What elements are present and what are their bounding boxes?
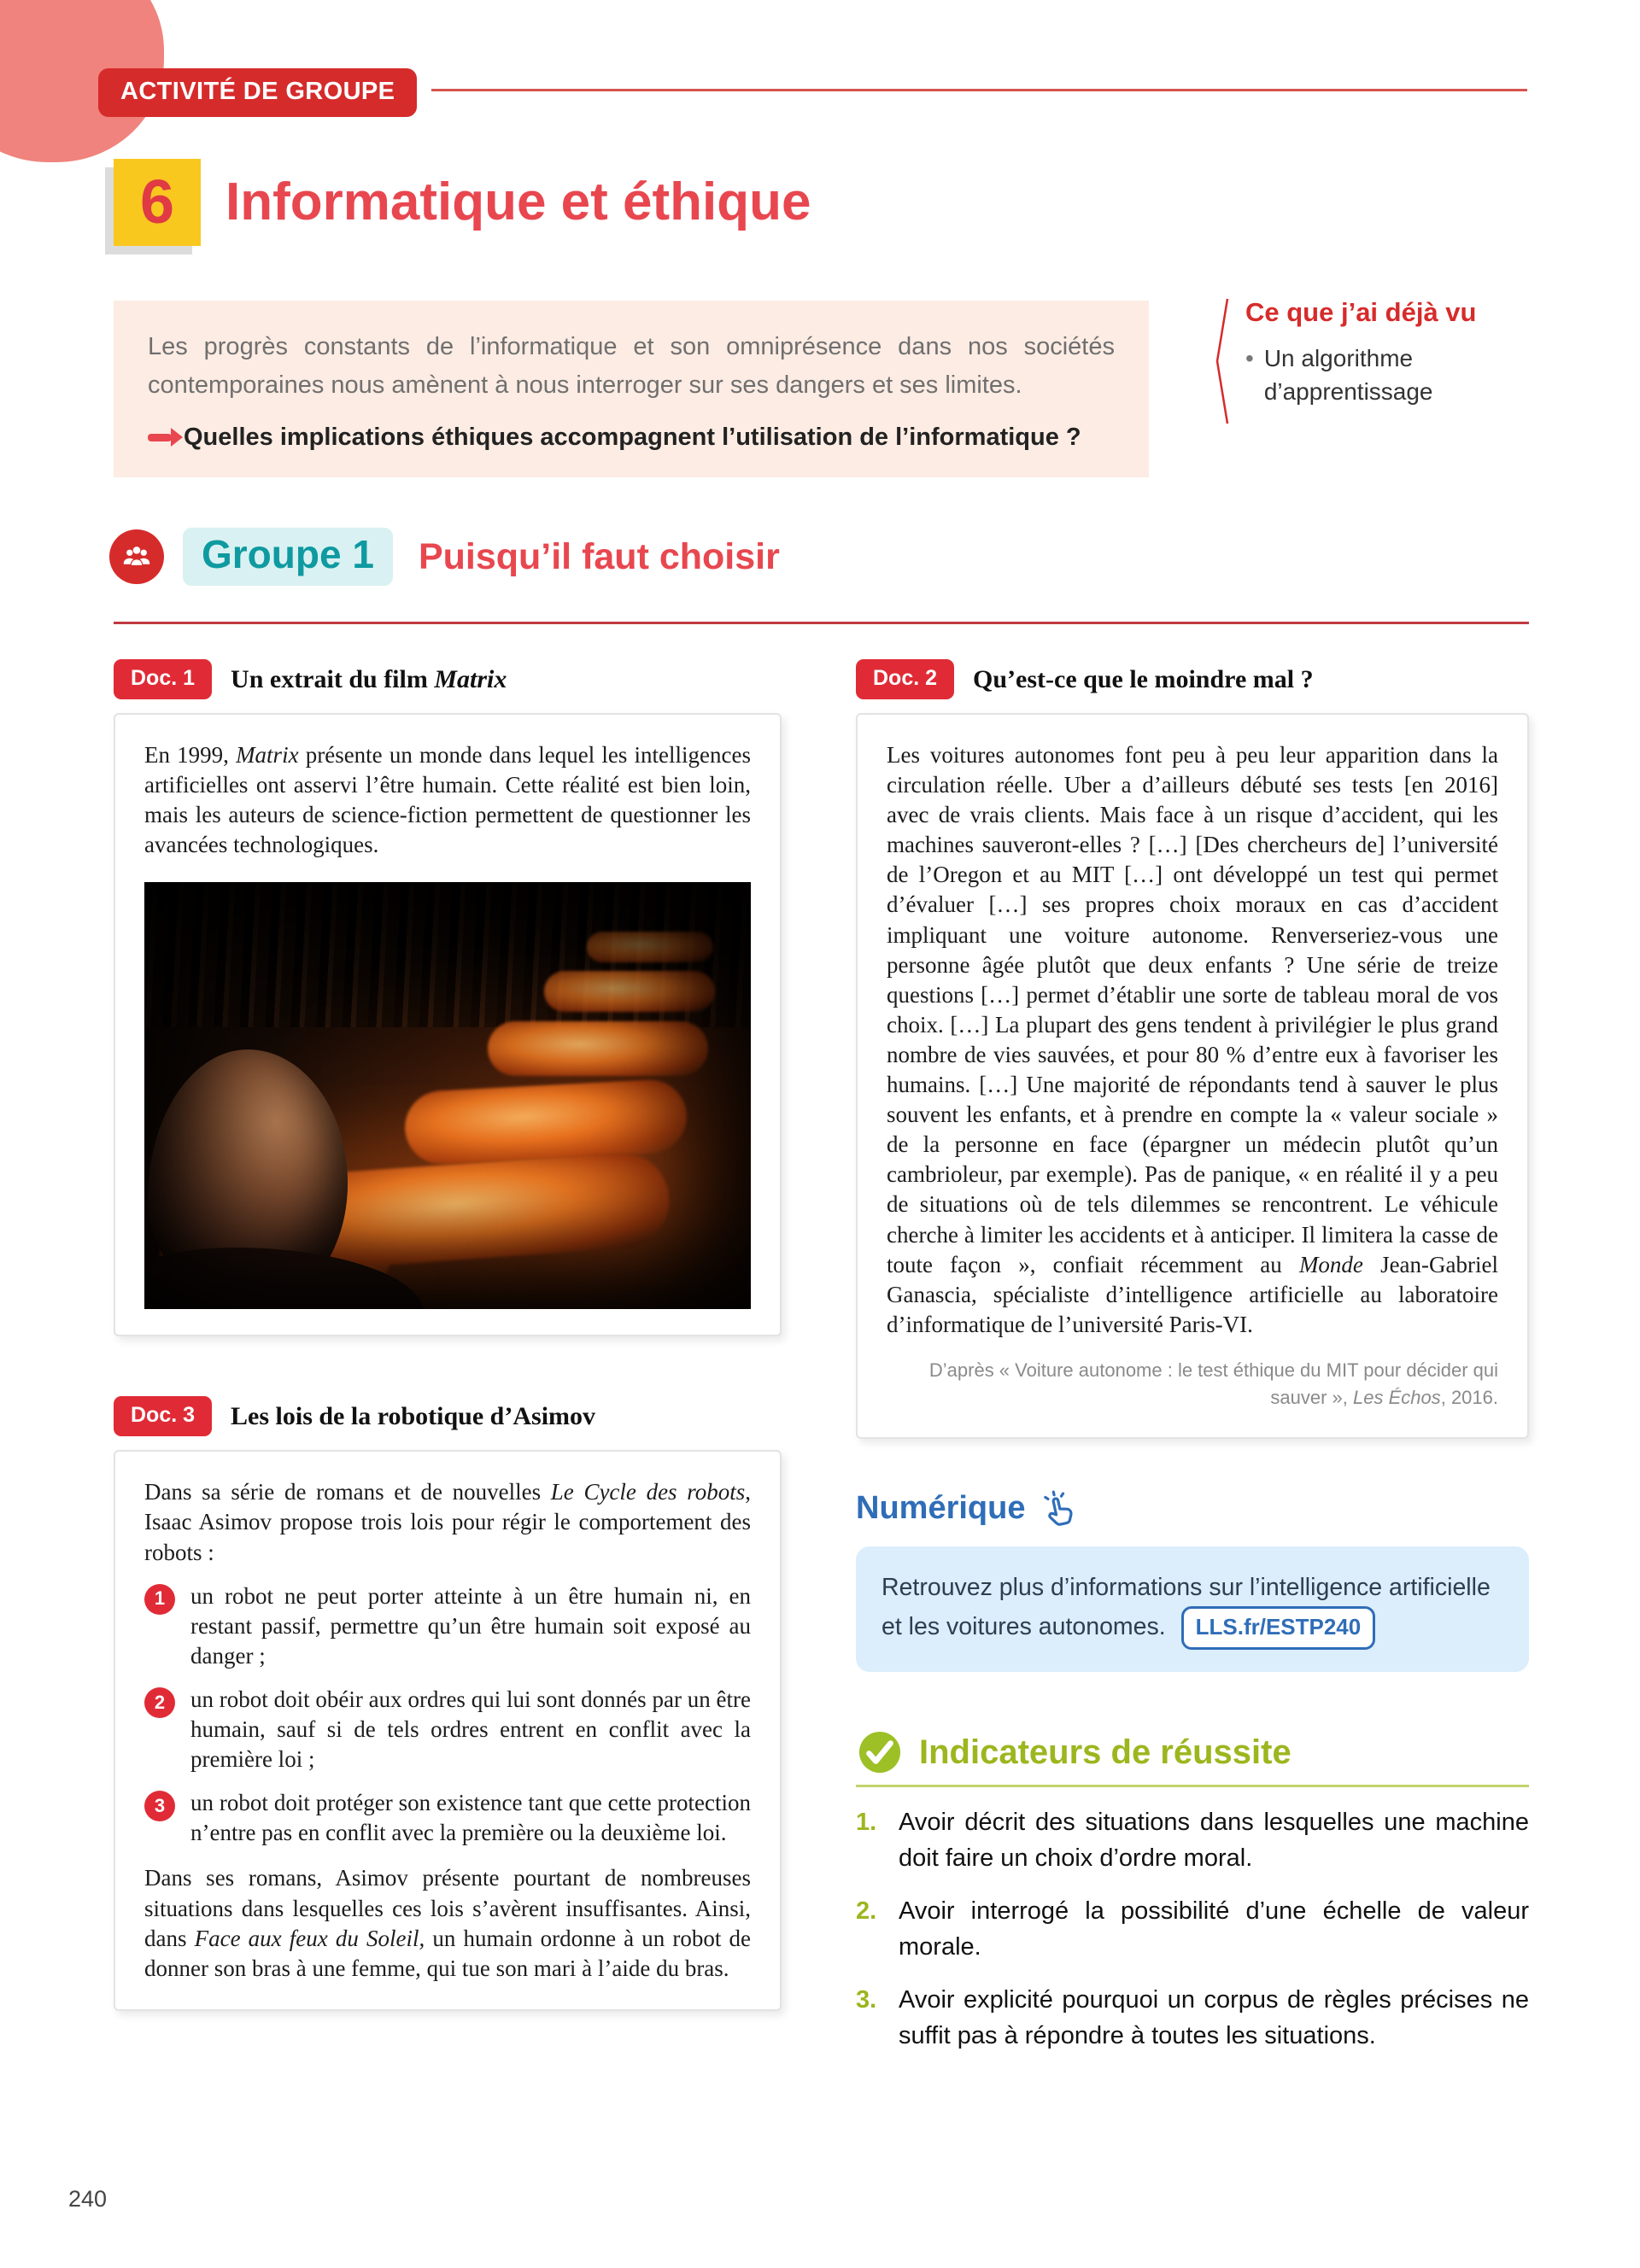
- doc1-body-part2: présente un monde dans lequel les intelligences artificielles ont asservi l’être humain. Cette réalité est bien loin, mais les auteurs de science-fiction permettent de questionner les avancées technologiques.: [144, 742, 751, 858]
- doc1-title-italic: Matrix: [434, 664, 507, 693]
- group-badge: Groupe 1: [183, 528, 393, 586]
- doc2-source-suffix: , 2016.: [1440, 1386, 1498, 1408]
- figure-vignette: [144, 882, 751, 1309]
- indicators-header: [856, 1728, 1529, 1776]
- doc3-outro-part2: un humain ordonne à un robot de donner son bras à une femme, qui tue son mari à l’aide du bras.: [144, 1925, 751, 1981]
- already-seen-panel: [1215, 297, 1532, 425]
- intro-question-row: [148, 424, 1115, 452]
- chevron-left-bracket: [1215, 297, 1230, 425]
- indicator-number: 3.: [856, 1986, 877, 2014]
- doc2-box: [856, 713, 1529, 1439]
- doc3-intro-italic: Le Cycle des robots: [550, 1479, 746, 1505]
- intro-box: [114, 301, 1149, 477]
- doc3-intro-part2: , Isaac Asimov propose trois lois pour régir le comportement des robots :: [144, 1479, 752, 1565]
- doc1-badge: Doc. 1: [114, 659, 212, 699]
- indicator-item: [856, 1982, 1529, 2054]
- doc2-body-italic: Monde: [1298, 1251, 1363, 1277]
- indicator-text: Avoir explicité pourquoi un corpus de règles précises ne suffit pas à répondre à toutes les situations.: [899, 1986, 1529, 2050]
- doc3-box: [114, 1450, 782, 2010]
- already-seen-item: [1245, 342, 1476, 408]
- doc3-title: Les lois de la robotique d’Asimov: [231, 1401, 596, 1430]
- intro-text: Les progrès constants de l’informatique et son omniprésence dans nos sociétés contemporaines nous amènent à nous interroger sur ses dangers et ses limites.: [148, 333, 1115, 399]
- doc1-header: [114, 659, 782, 699]
- group-title: Puisqu’il faut choisir: [418, 535, 780, 577]
- doc1-body-part1: En 1999,: [144, 742, 237, 768]
- left-column: [114, 659, 782, 2011]
- group-rule: [114, 622, 1529, 624]
- lls-link-button[interactable]: LLS.fr/ESTP240: [1181, 1606, 1376, 1650]
- indicators-title: Indicateurs de réussite: [919, 1733, 1292, 1771]
- doc3-outro: [144, 1863, 751, 1983]
- numerique-text: Retrouvez plus d’informations sur l’intelligence artificielle et les voitures autonomes.: [882, 1573, 1491, 1640]
- doc2-body-part1: Les voitures autonomes font peu à peu leur apparition dans la circulation réelle. Uber a d’ailleurs débuté ses tests [en 2016] avec de vrais clients. Mais face à un risque d’accident, qui les machines sauveront-elles ? […] [Des chercheurs de] l’université de l’Oregon et au MIT […] ont développé un test qui permet d’évaluer […] ses propres choix moraux en cas d’accident impliquant une voiture autonome. Renverseriez-vous une personne âgée plutôt que deux enfants ? Une série de treize questions […] permet d’établir une sorte de tableau moral de vos choix. […] La plupart des gens tendent à privilégier le plus grand nombre de vies sauvées, et pour 80 % d’entre eux à favoriser les humains. […] Une majorité de répondants tend à sauver le plus souvent les enfants, et à prendre en compte la « valeur sociale » de la personne en face (épargner un médecin plutôt qu’un cambrioleur, par exemple). Pas de panique, « en réalité il y a peu de situations où de tels dilemmes se rencontrent. Le véhicule cherche à limiter les accidents et à anticiper. Il limitera la casse de toute façon », confiait récemment au: [887, 742, 1498, 1277]
- indicator-text: Avoir décrit des situations dans lesquelles une machine doit faire un choix d’ordre moral.: [899, 1809, 1529, 1873]
- doc3-outro-italic: Face aux feux du Soleil,: [194, 1925, 425, 1951]
- law-item: [144, 1788, 751, 1848]
- doc3-header: [114, 1396, 782, 1436]
- doc3-badge: Doc. 3: [114, 1396, 212, 1436]
- doc2-title: Qu’est-ce que le moindre mal ?: [973, 664, 1314, 693]
- group-people-icon: [109, 529, 164, 584]
- law-text: un robot ne peut porter atteinte à un être humain ni, en restant passif, permettre qu’un être humain soit exposé au danger ;: [190, 1582, 751, 1669]
- law-number-badge: 3: [144, 1791, 175, 1821]
- right-column: [856, 659, 1529, 2054]
- numerique-header: [856, 1488, 1529, 1529]
- indicator-text: Avoir interrogé la possibilité d’une échelle de valeur morale.: [899, 1897, 1529, 1961]
- group-header: [109, 528, 780, 586]
- doc2-source-prefix: D’après « Voiture autonome : le test éthique du MIT pour décider qui sauver »,: [928, 1359, 1498, 1408]
- arrow-right-icon: [148, 434, 172, 441]
- law-text: un robot doit obéir aux ordres qui lui sont donnés par un être humain, sauf si de tels ordres entrent en conflit avec la première loi ;: [190, 1686, 751, 1773]
- already-seen-title: Ce que j’ai déjà vu: [1245, 297, 1477, 327]
- doc3-intro: [144, 1477, 751, 1567]
- check-circle-icon: [856, 1728, 904, 1776]
- indicator-number: 2.: [856, 1897, 877, 1926]
- bullet-icon: •: [1245, 345, 1254, 371]
- doc1-body: [144, 740, 751, 860]
- page-title: Informatique et éthique: [226, 172, 811, 231]
- click-hand-icon: [1035, 1484, 1084, 1533]
- indicator-item: [856, 1893, 1529, 1965]
- doc2-badge: Doc. 2: [856, 659, 954, 699]
- intro-question: Quelles implications éthiques accompagnent l’utilisation de l’informatique ?: [184, 423, 1081, 451]
- banner-rule: [431, 89, 1527, 91]
- doc1-body-italic: Matrix: [236, 742, 299, 768]
- law-number-badge: 1: [144, 1584, 175, 1615]
- page-number: 240: [68, 2186, 108, 2212]
- doc1-box: [114, 713, 782, 1336]
- indicator-number: 1.: [856, 1809, 877, 1837]
- doc3-outro-part1: Dans ses romans, Asimov présente pourtant de nombreuses situations dans lesquelles ces lois s’avèrent insuffisantes. Ainsi, dans: [144, 1865, 751, 1951]
- chapter-number-box: 6: [114, 159, 201, 246]
- doc2-source-italic: Les Échos: [1352, 1386, 1441, 1408]
- indicators-rule: [856, 1785, 1529, 1787]
- law-item: [144, 1685, 751, 1774]
- matrix-still-image: [144, 882, 751, 1309]
- doc2-source: [887, 1357, 1498, 1412]
- numerique-title: Numérique: [856, 1490, 1026, 1527]
- already-seen-content: [1245, 297, 1476, 425]
- law-text: un robot doit protéger son existence tant que cette protection n’entre pas en conflit avec la première ou la deuxième loi.: [190, 1790, 751, 1846]
- law-item: [144, 1581, 751, 1671]
- activity-banner: ACTIVITÉ DE GROUPE: [98, 68, 417, 117]
- already-seen-item-label: Un algorithme d’apprentissage: [1263, 345, 1433, 406]
- doc2-body: [887, 740, 1498, 1340]
- doc2-body-part2: Jean-Gabriel Ganascia, spécialiste d’intelligence artificielle au laboratoire d’informatique de l’université Paris-VI.: [887, 1251, 1498, 1337]
- doc1-title: [231, 665, 507, 694]
- doc3-intro-part1: Dans sa série de romans et de nouvelles: [144, 1479, 551, 1505]
- law-number-badge: 2: [144, 1687, 175, 1718]
- numerique-box: [856, 1546, 1529, 1672]
- doc1-title-prefix: Un extrait du film: [231, 664, 435, 693]
- indicator-item: [856, 1804, 1529, 1876]
- doc2-header: [856, 659, 1529, 699]
